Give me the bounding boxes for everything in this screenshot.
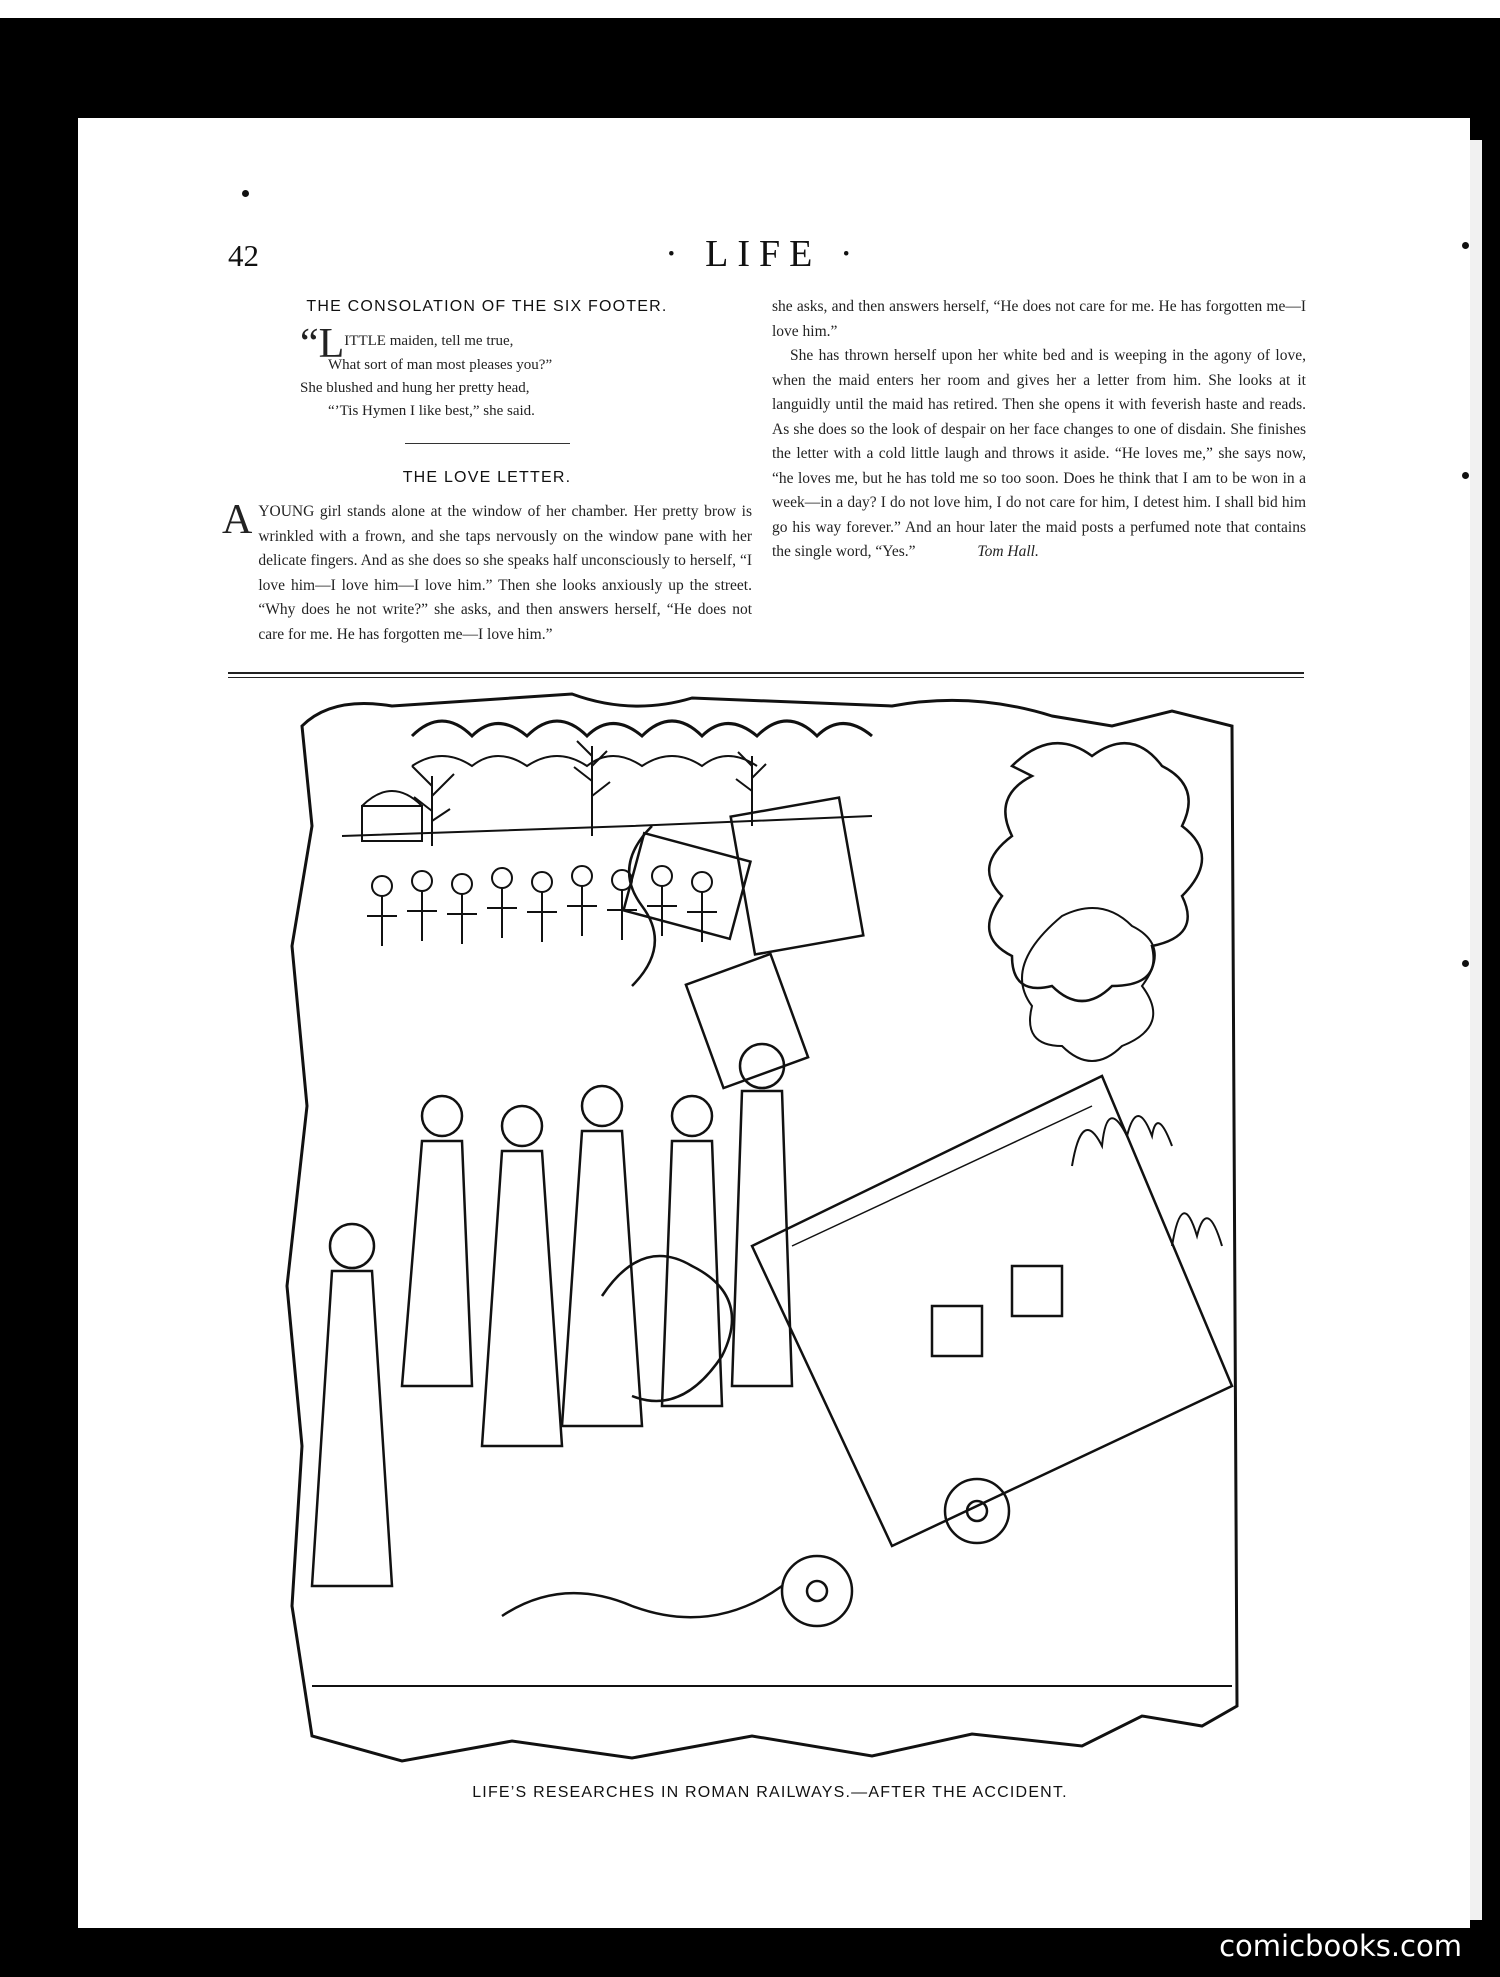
scan-top-strip: [0, 0, 1500, 18]
binding-mark: [1462, 242, 1469, 249]
wrecked-train: [502, 798, 1232, 1626]
left-column: [222, 295, 752, 647]
story-drop-cap: A: [222, 497, 253, 543]
speck: [242, 190, 249, 197]
section-divider: [405, 443, 570, 444]
poem: [300, 320, 752, 423]
magazine-title: · LIFE ·: [665, 233, 862, 275]
story-heading: THE LOVE LETTER.: [402, 468, 572, 486]
cloud: [412, 721, 872, 736]
poem-line: She blushed and hung her pretty head,: [300, 379, 530, 396]
flames: [1172, 1213, 1222, 1246]
crowd: [367, 866, 717, 946]
poem-line: What sort of man most pleases you?”: [328, 356, 553, 373]
double-rule: [228, 672, 1304, 674]
story-paragraph: YOUNG girl stands alone at the window of her chamber. Her pretty brow is wrinkled with a frown, and she taps nervously on the window pane with her delicate fingers. And as she does so she speaks half unconsciously to herself, “I love him—I love him—I love him.” Then she looks anxiously up the street. “Why does he not write?” she asks, and then answers herself, “He does not care for me. He has forgotten me—I love him.”: [258, 503, 752, 643]
smoke-cloud: [989, 743, 1202, 1001]
page-number: 42: [228, 238, 259, 273]
smoke-cloud: [1022, 908, 1155, 1061]
story-paragraph: [772, 344, 1306, 565]
poem-drop-cap: “L: [300, 320, 345, 367]
cloud: [412, 756, 757, 766]
author-signature: Tom Hall.: [977, 543, 1039, 560]
poem-heading: THE CONSOLATION OF THE SIX FOOTER.: [306, 298, 668, 315]
poem-line: “’Tis Hymen I like best,” she said.: [328, 402, 535, 419]
story-paragraph-2: She has thrown herself upon her white bed and is weeping in the agony of love, when the maid enters her room and gives her a letter from him. She looks at it languidly until the maid has retired. Then she opens it with feverish haste and reads. As she does so the look of despair on her face changes to one of disdain. She finishes the letter with a cold little laugh and throws it aside. “He loves me,” she says now, “he loves me, but he has told me so too soon. Does he think that I am to be won in a week—in a day? I do not love him, I do not care for him, I detest him. I shall bid him go his way forever.” And an hour later the maid posts a perfumed note that contains the single word, “Yes.”: [772, 347, 1306, 560]
tablet-outline: [287, 694, 1237, 1761]
foreground-figures: [312, 1044, 792, 1586]
illustration-caption: LIFE’S RESEARCHES IN ROMAN RAILWAYS.—AFTER THE ACCIDENT.: [472, 1784, 1068, 1801]
railway-accident-illustration: [272, 686, 1262, 1766]
binding-mark: [1462, 472, 1469, 479]
poem-line: ITTLE maiden, tell me true,: [344, 332, 514, 349]
story-paragraph-continued: she asks, and then answers herself, “He does not care for me. He has forgotten me—I love him.”: [772, 298, 1306, 340]
tree: [574, 741, 610, 836]
site-watermark: comicbooks.com: [1219, 1929, 1462, 1963]
binding-mark: [1462, 960, 1469, 967]
story-body-left: [222, 497, 752, 647]
right-column: [772, 295, 1306, 565]
double-rule: [228, 677, 1304, 678]
